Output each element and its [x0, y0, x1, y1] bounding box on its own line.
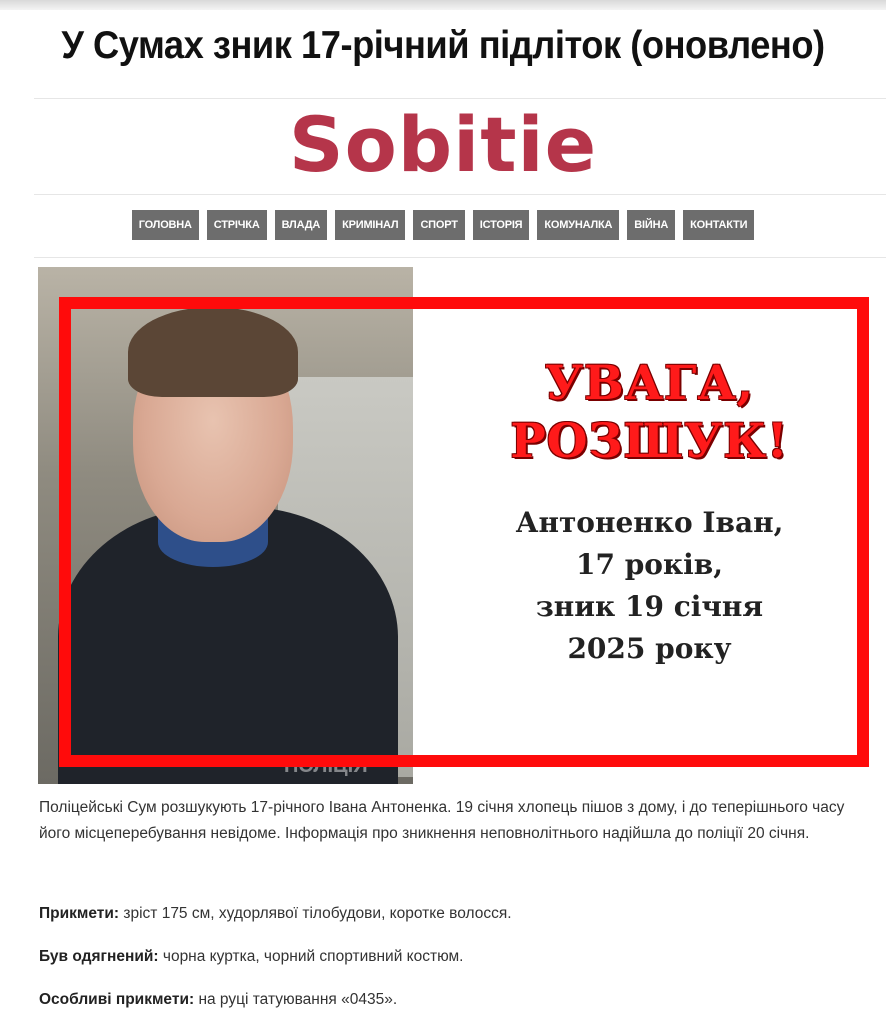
divider	[34, 98, 886, 99]
signs-text: зріст 175 см, худорлявої тілобудови, коротке волосся.	[119, 905, 512, 922]
article-headline: У Сумах зник 17-річний підліток (оновлено)	[61, 24, 825, 67]
wanted-poster-image	[38, 267, 886, 784]
special-signs-paragraph	[39, 987, 869, 1013]
detail-date: зник 19 січня	[535, 590, 764, 623]
detail-age: 17 років,	[575, 548, 724, 581]
nav-item-crime[interactable]: КРИМІНАЛ	[335, 210, 405, 240]
clothes-text: чорна куртка, чорний спортивний костюм.	[158, 948, 464, 965]
clothes-paragraph	[39, 944, 869, 970]
main-nav	[0, 210, 886, 240]
nav-item-history[interactable]: ІСТОРІЯ	[473, 210, 530, 240]
special-signs-text: на руці татуювання «0435».	[194, 991, 398, 1008]
top-bar	[0, 0, 886, 10]
nav-item-government[interactable]: ВЛАДА	[275, 210, 328, 240]
nav-item-feed[interactable]: СТРІЧКА	[207, 210, 267, 240]
alert-line-2: РОЗШУК!	[510, 414, 789, 469]
nav-item-utilities[interactable]: КОМУНАЛКА	[537, 210, 619, 240]
clothes-label: Був одягнений:	[39, 948, 159, 965]
divider	[34, 194, 886, 195]
nav-item-home[interactable]: ГОЛОВНА	[132, 210, 199, 240]
signs-paragraph	[39, 901, 869, 927]
nav-item-sport[interactable]: СПОРТ	[413, 210, 464, 240]
nav-item-war[interactable]: ВІЙНА	[627, 210, 675, 240]
special-signs-label: Особливі прикмети:	[39, 991, 195, 1008]
signs-label: Прикмети:	[39, 905, 120, 922]
site-logo[interactable]: Sobitie	[288, 100, 598, 189]
detail-year: 2025 року	[567, 632, 732, 665]
alert-line-1: УВАГА,	[544, 356, 755, 411]
nav-item-contacts[interactable]: КОНТАКТИ	[683, 210, 754, 240]
red-frame	[59, 297, 869, 767]
detail-name: Антоненко Іван,	[515, 506, 784, 539]
police-watermark: ПОЛІЦІЯ	[284, 755, 368, 777]
divider	[34, 257, 886, 258]
article-intro: Поліцейські Сум розшукують 17-річного Івана Антоненка. 19 січня хлопець пішов з дому, і до теперішнього часу його місцеперебування невідоме. Інформація про зникнення неповнолітнього надійшла до поліції 20 січня.	[39, 799, 845, 842]
